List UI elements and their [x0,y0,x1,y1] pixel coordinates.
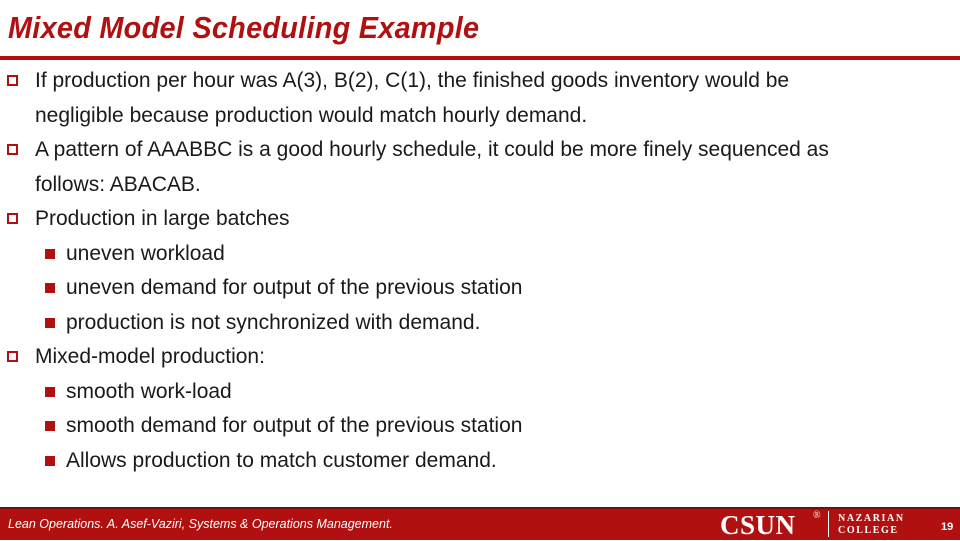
sub-bullet-text: uneven workload [66,241,225,265]
bullet-text: A pattern of AAABBC is a good hourly schedule, it could be more finely sequenced as [35,138,829,161]
college-name-line2: COLLEGE [838,525,899,536]
filled-square-icon [45,283,55,293]
college-name-line1: NAZARIAN [838,513,905,524]
filled-square-icon [45,318,55,328]
sub-bullet-item [0,444,960,479]
hollow-square-icon [7,75,18,86]
bullet-item [0,133,960,202]
footer-bar [0,507,960,540]
filled-square-icon [45,249,55,259]
bullet-text: If production per hour was A(3), B(2), C(1), the finished goods inventory would be [35,69,790,92]
filled-square-icon [45,387,55,397]
footer-citation: Lean Operations. A. Asef-Vaziri, Systems & Operations Management. [8,517,393,531]
sub-bullet-text: production is not synchronized with demand. [66,310,481,334]
sub-bullet-text: smooth demand for output of the previous station [66,414,523,437]
bullet-text: Production in large batches [35,207,290,230]
logo-divider [828,511,829,537]
sub-bullet-item [0,271,960,306]
bullet-item [0,64,960,133]
sub-bullet-text: smooth work-load [66,379,232,403]
slide-title: Mixed Model Scheduling Example [8,10,480,45]
bullet-item [0,202,960,237]
registered-mark: ® [813,510,821,521]
sub-bullet-text: Allows production to match customer demand. [66,448,497,472]
csun-logo: CSUN [720,510,796,540]
bullet-continuation: follows: ABACAB. [35,172,201,196]
bullet-list [0,64,960,478]
hollow-square-icon [7,144,18,155]
hollow-square-icon [7,213,18,224]
title-underline [0,56,960,60]
sub-bullet-item [0,409,960,444]
sub-bullet-item [0,237,960,272]
filled-square-icon [45,456,55,466]
hollow-square-icon [7,351,18,362]
sub-bullet-text: uneven demand for output of the previous station [66,276,523,299]
bullet-item [0,340,960,375]
page-number: 19 [941,521,954,533]
filled-square-icon [45,421,55,431]
bullet-text: Mixed-model production: [35,345,265,368]
bullet-continuation: negligible because production would match hourly demand. [35,103,588,127]
sub-bullet-item [0,306,960,341]
sub-bullet-item [0,375,960,410]
